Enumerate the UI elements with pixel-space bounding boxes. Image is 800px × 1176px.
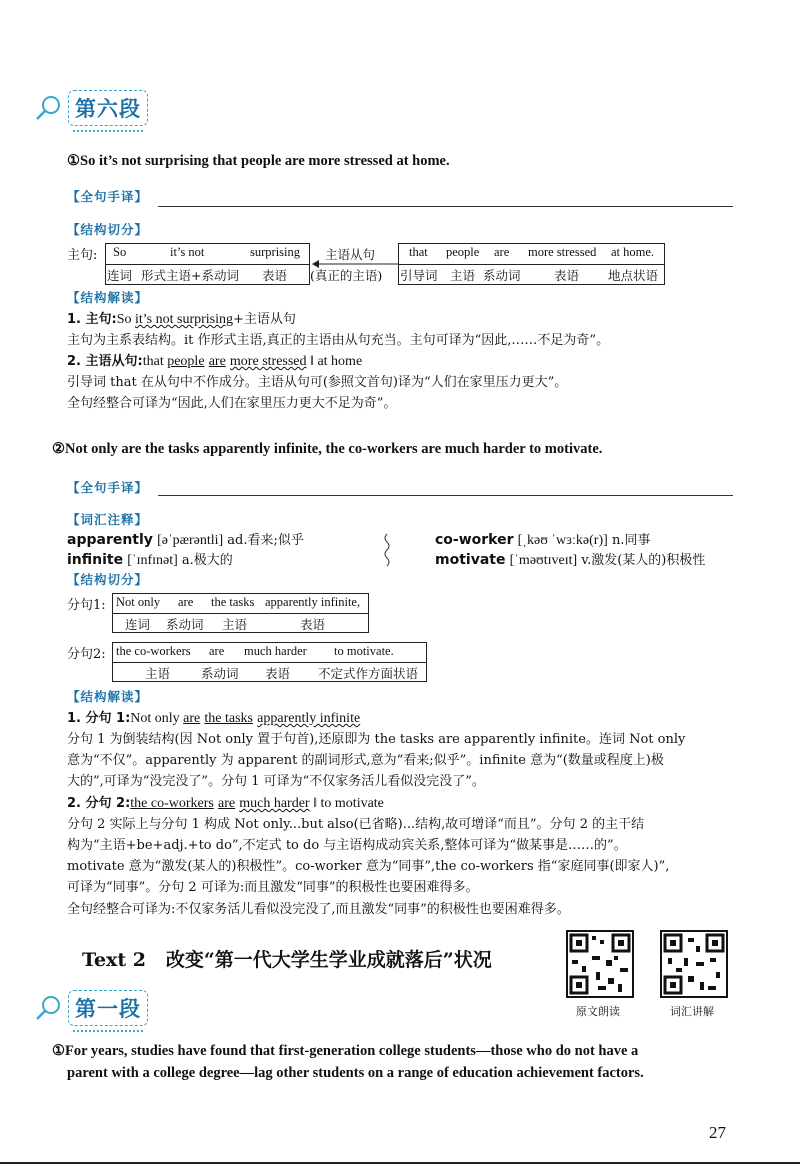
reading-line: 意为“不仅”。apparently 为 apparent 的副词形式,意为“看来;似乎”。infinite 意为“(数量或程度上)极 — [67, 753, 664, 768]
phrase: the tasks — [204, 711, 254, 726]
magnifier-icon — [34, 94, 64, 122]
vocab-item — [67, 550, 233, 571]
table-label: 主句: — [67, 248, 98, 263]
vocab-phonetic: [ˌkəʊ ˈwɜːkə(r)] — [517, 533, 608, 548]
table-word: surprising — [250, 245, 300, 259]
divider — [398, 264, 665, 265]
table-word: that — [409, 245, 428, 259]
divider — [112, 662, 427, 663]
answer-line — [158, 495, 733, 496]
reading-line — [67, 709, 360, 729]
vocab-item — [67, 530, 304, 551]
table-role: 不定式作方面状语 — [318, 666, 419, 681]
table-role: 连词 — [107, 268, 133, 283]
vocab-word: co-worker — [435, 532, 514, 548]
qr-code-reading[interactable] — [566, 930, 634, 998]
structure-read-tag: 【结构解读】 — [67, 290, 149, 305]
vocabulary-tag: 【词汇注释】 — [67, 512, 149, 527]
vocab-def: a.极大的 — [181, 553, 233, 568]
table-role: 表语 — [554, 268, 580, 283]
reading-line: 分句 2 实际上与分句 1 构成 Not only...but also(已省略)...结构,故可增译“而且”。分句 2 的主干结 — [67, 817, 645, 832]
vocab-phonetic: [ˈməʊtɪveɪt] — [509, 553, 578, 568]
section-title: 第六段 — [68, 90, 148, 126]
table-role: 连词 — [125, 617, 151, 632]
structure-split-tag: 【结构切分】 — [67, 572, 149, 587]
reading-line: 全句经整合可译为“因此,人们在家里压力更大不足为奇”。 — [67, 396, 397, 411]
qr-code-vocab[interactable] — [660, 930, 728, 998]
qr-code-icon — [568, 932, 632, 996]
table-word: apparently infinite, — [265, 595, 361, 609]
structure-read-tag: 【结构解读】 — [67, 689, 149, 704]
phrase: So — [116, 312, 136, 327]
table-word: more stressed — [528, 245, 597, 259]
qr-label: 原文朗读 — [576, 1005, 620, 1018]
table-word: much harder — [244, 644, 307, 658]
table-role: 系动词 — [201, 666, 239, 681]
phrase: ‖ to motivate — [309, 796, 384, 811]
table-word: the co-workers — [116, 644, 191, 658]
table-role: 主语 — [145, 666, 171, 681]
vocab-phonetic: [ˈɪnfɪnət] — [127, 553, 178, 568]
full-translation-tag: 【全句手译】 — [67, 189, 149, 204]
reading-line: 全句经整合可译为:不仅家务活儿看似没完没了,而且激发“同事”的积极性也要困难得多。 — [67, 902, 570, 917]
reading-line — [67, 794, 384, 814]
phrase: +主语从句 — [233, 312, 296, 327]
wavy-divider-icon — [382, 532, 392, 568]
question-sentence-1: ①So it’s not surprising that people are more stressed at home. — [67, 153, 450, 169]
divider — [105, 264, 310, 265]
text-title: 改变“第一代大学生学业成就落后”状况 — [165, 949, 492, 971]
table-word: it’s not — [170, 245, 205, 259]
text-number: Text 2 — [82, 949, 146, 971]
magnifier-icon — [34, 994, 64, 1022]
structure-split-tag: 【结构切分】 — [67, 222, 149, 237]
phrase: apparently infinite — [257, 711, 361, 726]
divider — [112, 613, 369, 614]
vocab-def: v.激发(某人的)积极性 — [581, 553, 706, 568]
table-role: 形式主语+系动词 — [141, 268, 239, 283]
vocab-word: apparently — [67, 532, 153, 548]
phrase: are — [208, 354, 226, 369]
section-header-1 — [34, 990, 148, 1026]
vocab-def: n.同事 — [611, 533, 651, 548]
reading-line: 引导词 that 在从句中不作成分。主语从句可(参照文首句)译为“人们在家里压力更大”。 — [67, 375, 568, 390]
page-number: 27 — [709, 1123, 726, 1142]
table-role: (真正的主语) — [310, 268, 383, 283]
section-header-6 — [34, 90, 148, 126]
phrase: ‖ at home — [306, 354, 363, 369]
table-role: 系动词 — [166, 617, 204, 632]
reading-line: 构为“主语+be+adj.+to do”,不定式 to do 与主语构成动宾关系,整体可译为“做某事是……的”。 — [67, 838, 627, 853]
table-label: 分句2: — [67, 647, 106, 662]
table-role: 系动词 — [483, 268, 521, 283]
text2-heading — [82, 945, 492, 972]
full-translation-tag: 【全句手译】 — [67, 480, 149, 495]
reading-line — [67, 310, 296, 330]
table-role: 主语 — [222, 617, 248, 632]
qr-label: 词汇讲解 — [670, 1005, 714, 1018]
phrase: are — [218, 796, 236, 811]
table-role: 表语 — [262, 268, 288, 283]
table-word: are — [178, 595, 194, 609]
table-word: at home. — [611, 245, 655, 259]
qr-code-icon — [662, 932, 726, 996]
reading-heading: 1. 分句 1: — [67, 711, 131, 726]
vocab-phonetic: [əˈpærəntli] — [157, 533, 224, 548]
question-sentence-2: ②Not only are the tasks apparently infinite, the co-workers are much harder to motivate. — [52, 441, 603, 457]
reading-line: 大的”,可译为“没完没了”。分句 1 可译为“不仅家务活儿看似没完没了”。 — [67, 774, 485, 789]
table-role: 引导词 — [400, 268, 438, 283]
vocab-word: motivate — [435, 552, 506, 568]
table-label: 分句1: — [67, 598, 106, 613]
table-word: the tasks — [211, 595, 255, 609]
phrase: it’s not surprising — [135, 312, 234, 327]
phrase: people — [167, 354, 205, 369]
reading-heading: 2. 分句 2: — [67, 796, 131, 811]
vocab-item — [435, 550, 705, 571]
phrase: are — [183, 711, 201, 726]
phrase: Not only — [130, 711, 184, 726]
reading-line: 分句 1 为倒装结构(因 Not only 置于句首),还原即为 the tasks are apparently infinite。连词 Not only — [67, 732, 686, 747]
table-role: 表语 — [300, 617, 326, 632]
vocab-word: infinite — [67, 552, 124, 568]
table-word: are — [494, 245, 510, 259]
table-role: 地点状语 — [608, 268, 659, 283]
reading-heading: 1. 主句: — [67, 312, 117, 327]
phrase: that — [142, 354, 168, 369]
vocab-def: ad.看来;似乎 — [227, 533, 304, 548]
table-role: 主语 — [450, 268, 476, 283]
question-sentence-3-line1: ①For years, studies have found that first-generation college students—those who do not have a — [52, 1043, 639, 1059]
reading-line — [67, 352, 362, 372]
table-word: are — [209, 644, 225, 658]
table-word: So — [113, 245, 127, 259]
reading-line: motivate 意为“激发(某人的)积极性”。co-worker 意为“同事”,the co-workers 指“家庭同事(即家人)”, — [67, 859, 670, 874]
table-word: 主语从句 — [325, 247, 376, 262]
section-title: 第一段 — [68, 990, 148, 1026]
table-word: to motivate. — [334, 644, 394, 658]
phrase: much harder — [239, 796, 310, 811]
phrase: more stressed — [229, 354, 307, 369]
phrase: the co-workers — [130, 796, 214, 811]
table-word: Not only — [116, 595, 161, 609]
question-sentence-3-line2: parent with a college degree—lag other students on a range of education achievement factors. — [67, 1065, 644, 1081]
table-role: 表语 — [265, 666, 291, 681]
vocab-item — [435, 530, 650, 551]
answer-line — [158, 206, 733, 207]
reading-line: 主句为主系表结构。it 作形式主语,真正的主语由从句充当。主句可译为“因此,……不足为奇”。 — [67, 333, 610, 348]
reading-line: 可译为“同事”。分句 2 可译为:而且激发“同事”的积极性也要困难得多。 — [67, 880, 479, 895]
footer-rule — [0, 1162, 800, 1164]
table-word: people — [446, 245, 480, 259]
reading-heading: 2. 主语从句: — [67, 354, 143, 369]
